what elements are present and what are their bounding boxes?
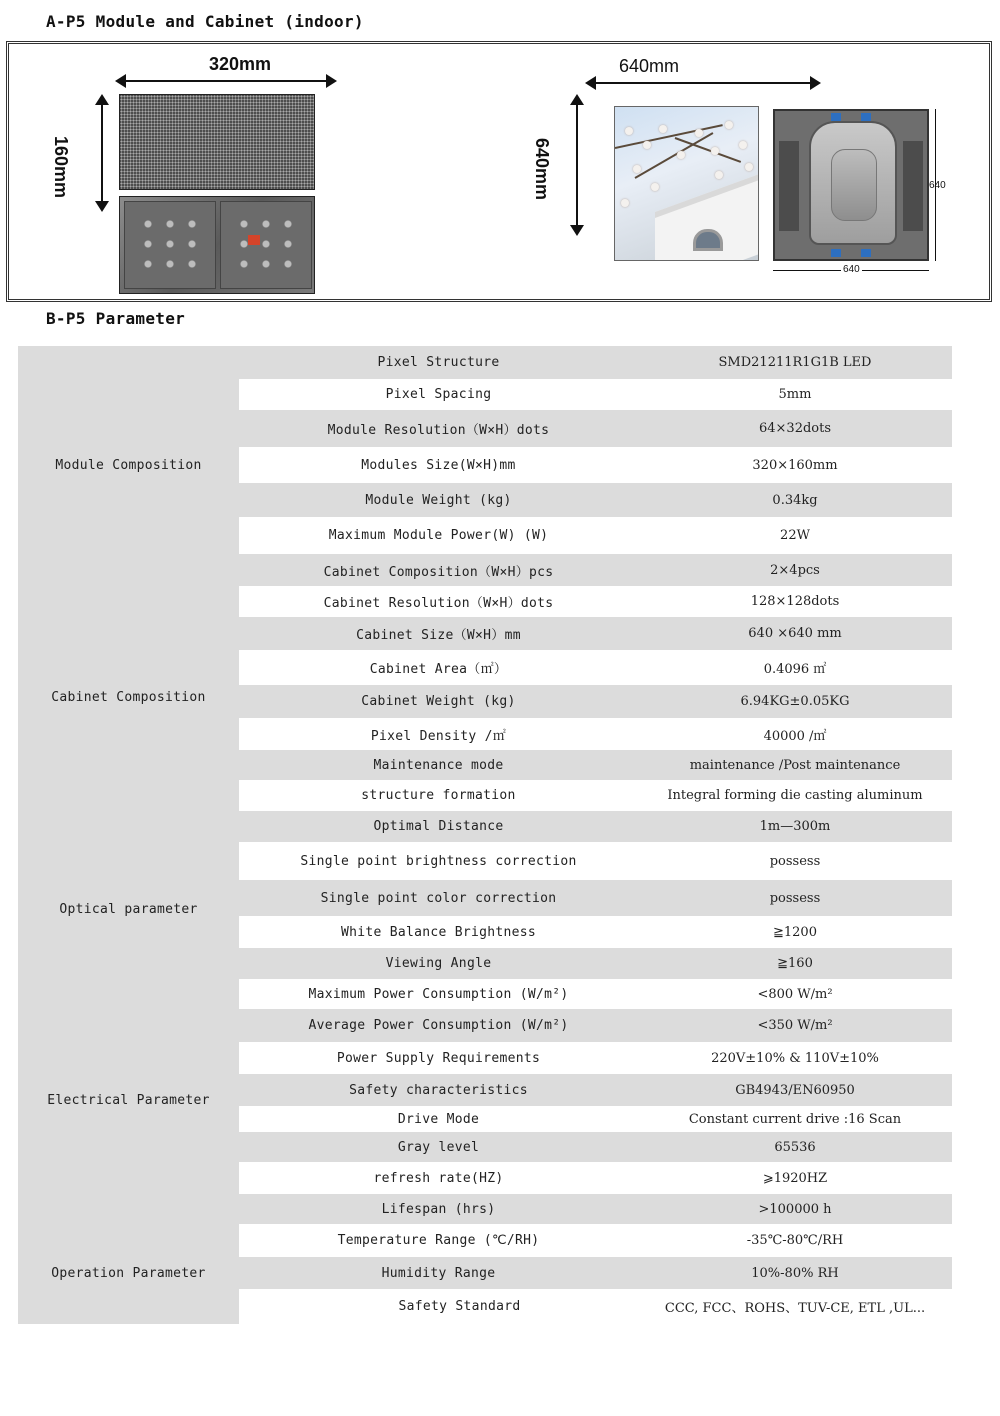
module-cabinet-figure — [6, 41, 992, 302]
table-row — [239, 586, 952, 617]
table-row — [239, 718, 952, 750]
param-value: 640 ×640 mm — [748, 626, 842, 641]
param-name: Cabinet Size（W×H）mm — [356, 628, 521, 643]
param-value: 10%-80% RH — [751, 1265, 839, 1281]
param-value: 40000 /㎡ — [763, 728, 827, 744]
param-name: Single point color correction — [320, 890, 557, 906]
table-row — [239, 1009, 952, 1042]
group-label: Optical parameter — [59, 902, 198, 917]
param-value: ≧1200 — [773, 924, 817, 940]
param-value: -35℃-80℃/RH — [746, 1233, 844, 1248]
table-row — [239, 780, 952, 811]
cabinet-width-arrow — [587, 82, 819, 84]
section-a-heading: A-P5 Module and Cabinet (indoor) — [46, 12, 364, 31]
param-value: ≧160 — [777, 956, 813, 971]
group-label: Cabinet Composition — [51, 690, 206, 705]
param-name: Single point brightness correction — [300, 853, 577, 869]
table-row — [239, 1074, 952, 1106]
param-name: Safety characteristics — [349, 1082, 528, 1098]
cabinet-height-arrow — [576, 96, 578, 234]
param-name: Module Weight (kg) — [365, 492, 512, 508]
parameter-table — [18, 346, 952, 1324]
param-name: Pixel Spacing — [385, 387, 492, 402]
table-row — [239, 517, 952, 554]
cabinet-height-label: 640mm — [532, 138, 552, 201]
module-front-image — [119, 94, 315, 190]
param-value: possess — [769, 853, 821, 869]
table-row — [239, 617, 952, 650]
table-row — [239, 447, 952, 483]
table-row — [239, 880, 952, 916]
param-name: Cabinet Resolution（W×H）dots — [323, 596, 554, 611]
table-row — [239, 554, 952, 586]
param-name: Cabinet Composition（W×H）pcs — [323, 564, 554, 580]
param-name: Cabinet Area（㎡） — [369, 662, 508, 677]
module-height-label: 160mm — [51, 136, 71, 199]
param-value: SMD21211R1G1B LED — [718, 355, 872, 370]
param-value: >100000 h — [758, 1201, 832, 1217]
param-name: structure formation — [361, 788, 516, 803]
group-label: Electrical Parameter — [47, 1093, 210, 1108]
param-name: Lifespan (hrs) — [381, 1201, 496, 1217]
section-b-heading: B-P5 Parameter — [46, 309, 186, 328]
group-electrical-parameter — [18, 1042, 239, 1224]
param-value: 6.94KG±0.05KG — [740, 694, 850, 709]
param-value: 64×32dots — [758, 421, 832, 436]
param-value: 128×128dots — [750, 594, 840, 609]
table-row — [239, 379, 952, 410]
group-label: Operation Parameter — [51, 1266, 206, 1281]
param-value: 2×4pcs — [770, 562, 820, 578]
table-row — [239, 1132, 952, 1162]
param-value: Constant current drive :16 Scan — [688, 1111, 902, 1127]
table-row — [239, 685, 952, 718]
param-name: Safety Standard — [398, 1299, 521, 1314]
module-width-arrow — [117, 80, 335, 82]
module-height-arrow — [101, 96, 103, 210]
param-name: Pixel Density /㎡ — [370, 728, 507, 744]
param-value: 220V±10% & 110V±10% — [711, 1050, 879, 1066]
param-value: 320×160mm — [752, 457, 838, 473]
table-row — [239, 1042, 952, 1074]
table-row — [239, 811, 952, 842]
table-row — [239, 410, 952, 447]
param-value: GB4943/EN60950 — [735, 1082, 855, 1098]
cabinet-width-label: 640mm — [619, 56, 680, 76]
group-module-composition — [18, 346, 239, 554]
param-value: ⩾1920HZ — [762, 1170, 828, 1186]
table-row — [239, 1289, 952, 1324]
param-name: White Balance Brightness — [340, 924, 537, 940]
param-name: Optimal Distance — [373, 819, 504, 834]
group-label: Module Composition — [55, 458, 202, 473]
param-value: CCC, FCC、ROHS、TUV-CE, ETL ,UL... — [664, 1301, 926, 1316]
param-value: maintenance /Post maintenance — [689, 757, 901, 773]
table-row — [239, 750, 952, 780]
param-name: Viewing Angle — [385, 956, 492, 971]
table-row — [239, 842, 952, 880]
cabinet-back-image — [773, 109, 929, 261]
param-value: <350 W/m² — [757, 1018, 833, 1033]
table-row — [239, 483, 952, 517]
param-name: Cabinet Weight (kg) — [361, 694, 516, 709]
table-row — [239, 916, 952, 948]
param-value: Integral forming die casting aluminum — [667, 788, 923, 803]
table-row — [239, 1162, 952, 1194]
param-value: <800 W/m² — [757, 986, 833, 1002]
table-row — [239, 650, 952, 685]
table-row — [239, 948, 952, 979]
table-row — [239, 346, 952, 379]
param-value: 0.34kg — [772, 492, 818, 508]
cabinet-back-bottom-label: 640 — [843, 264, 860, 275]
param-name: Module Resolution（W×H）dots — [327, 423, 550, 438]
group-optical-parameter — [18, 840, 239, 1042]
param-name: refresh rate(HZ) — [373, 1170, 504, 1186]
param-value: 1m—300m — [759, 819, 831, 834]
module-width-label: 320mm — [209, 54, 272, 74]
param-name: Maximum Module Power(W) (W) — [328, 528, 549, 543]
module-back-image — [119, 196, 315, 294]
param-value: possess — [769, 890, 821, 906]
table-row — [239, 1257, 952, 1289]
param-name: Humidity Range — [381, 1265, 496, 1281]
param-name: Temperature Range (℃/RH) — [337, 1233, 540, 1248]
param-name: Gray level — [397, 1139, 480, 1155]
table-row — [239, 979, 952, 1009]
param-value: 5mm — [778, 387, 812, 402]
param-name: Maximum Power Consumption (W/m²) — [308, 986, 569, 1002]
param-name: Maintenance mode — [373, 757, 504, 773]
param-name: Average Power Consumption (W/m²) — [308, 1018, 569, 1033]
table-row — [239, 1194, 952, 1224]
param-value: 65536 — [774, 1139, 816, 1155]
param-value: 0.4096 ㎡ — [763, 662, 827, 677]
table-row — [239, 1224, 952, 1257]
param-name: Pixel Structure — [377, 355, 500, 370]
param-value: 22W — [780, 528, 810, 543]
table-row — [239, 1106, 952, 1132]
cabinet-front-image — [614, 106, 759, 261]
cabinet-back-side-label: 640 — [929, 180, 946, 191]
param-name: Power Supply Requirements — [336, 1050, 541, 1066]
param-name: Drive Mode — [397, 1111, 480, 1127]
param-name: Modules Size(W×H)mm — [361, 457, 516, 473]
